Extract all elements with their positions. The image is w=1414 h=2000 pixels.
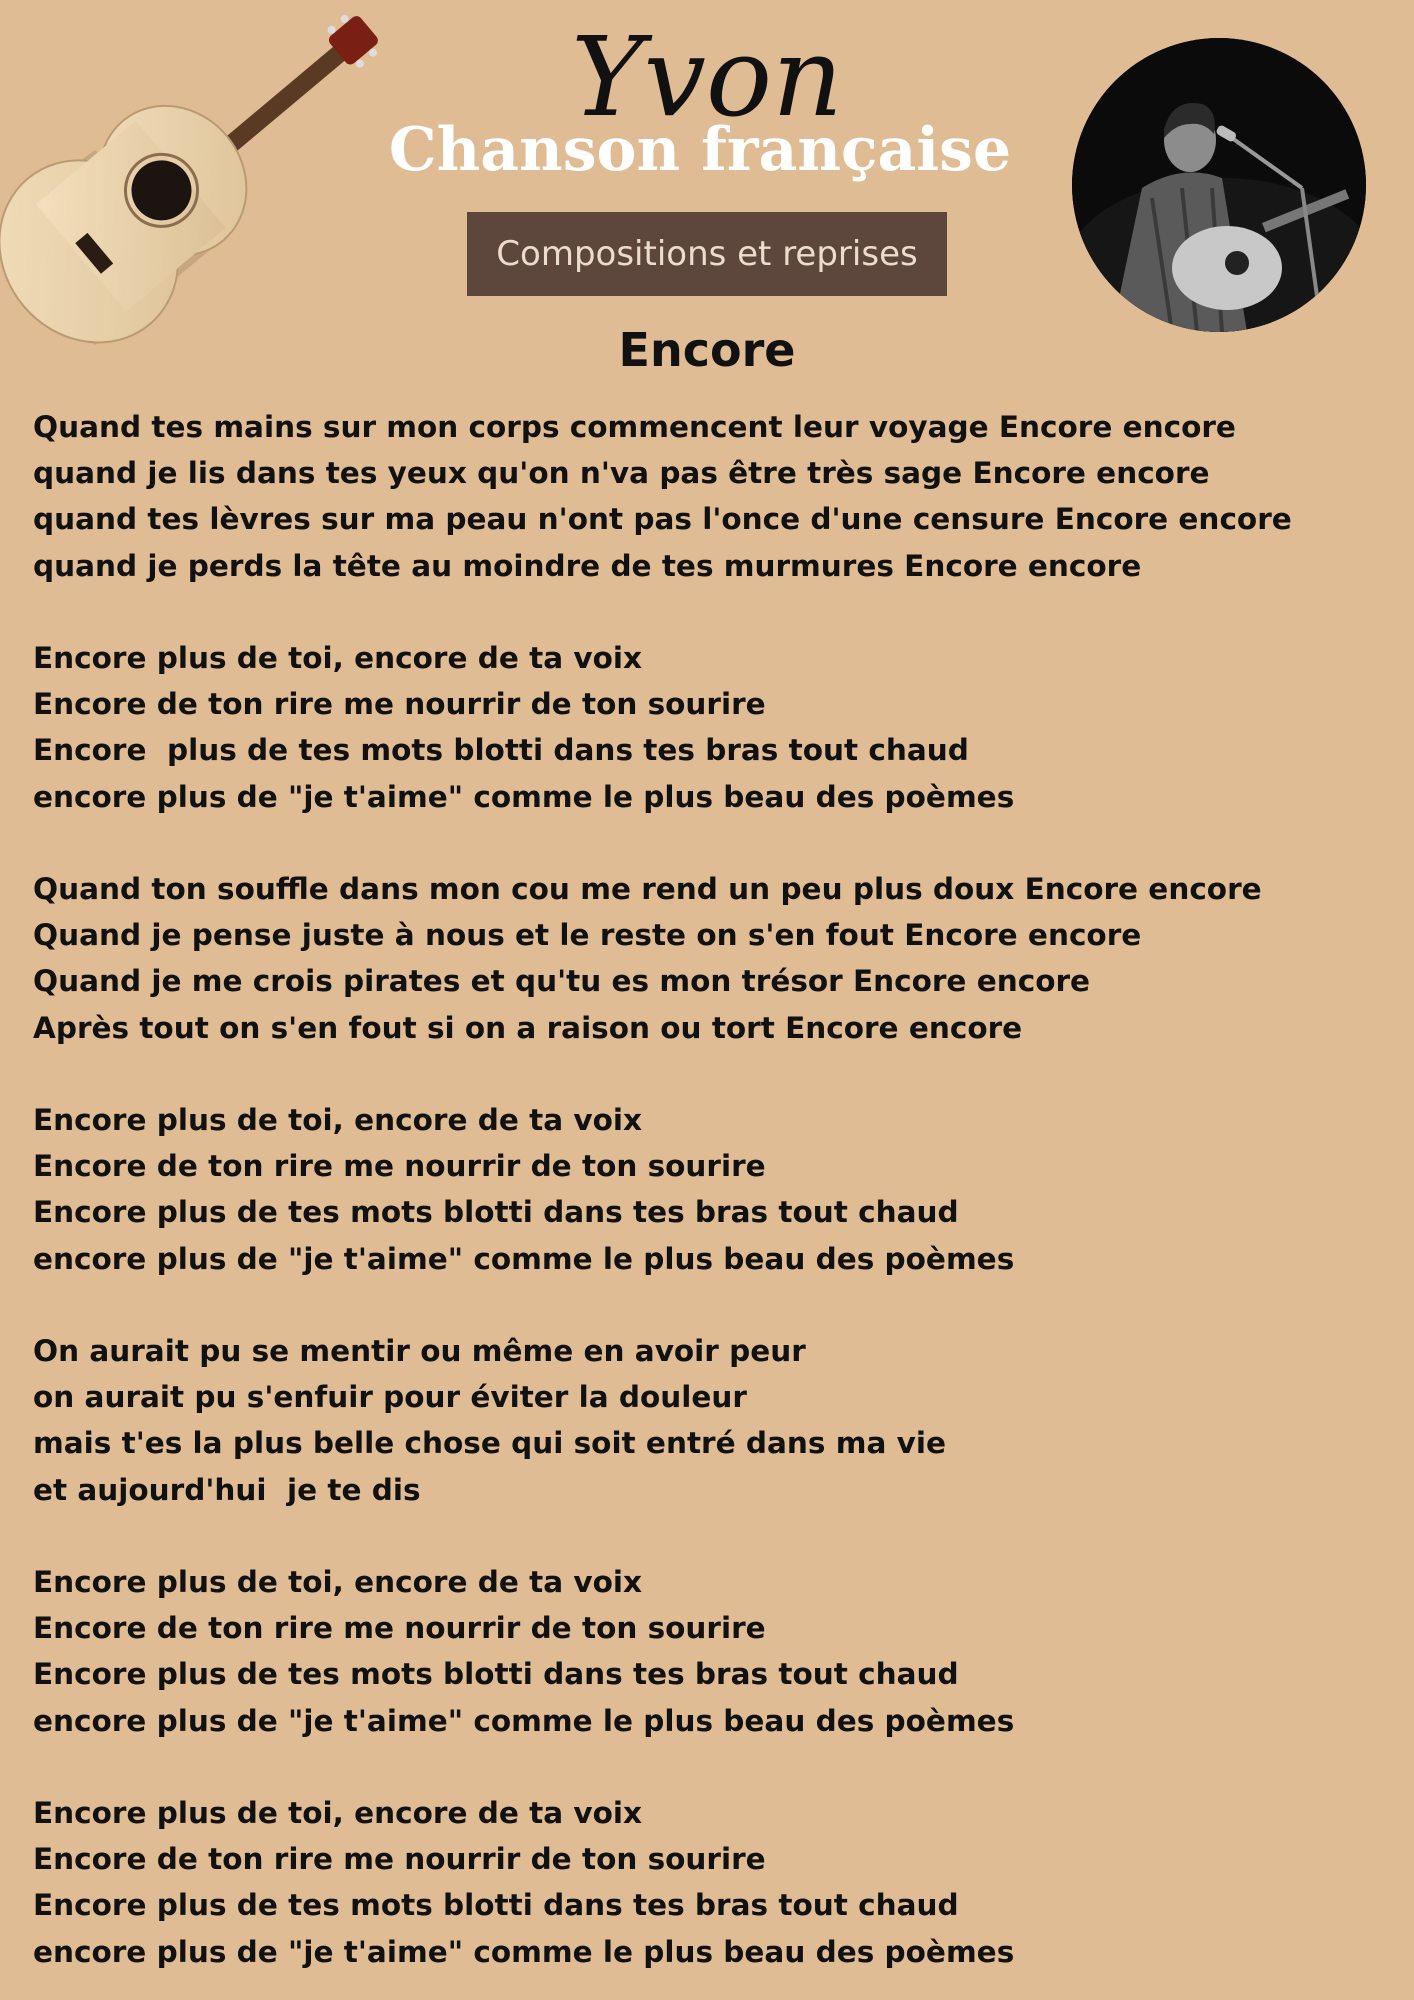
lyric-line: Encore de ton rire me nourrir de ton sourire <box>33 687 766 722</box>
brand-name: Yvon <box>571 13 843 141</box>
lyric-line: encore plus de "je t'aime" comme le plus beau des poèmes <box>33 1241 1015 1276</box>
lyric-line: encore plus de "je t'aime" comme le plus beau des poèmes <box>33 1703 1015 1738</box>
lyric-line: Encore plus de tes mots blotti dans tes bras tout chaud <box>33 1888 959 1923</box>
lyric-line: on aurait pu s'enfuir pour éviter la douleur <box>33 1380 747 1415</box>
lyric-line: Après tout on s'en fout si on a raison ou tort Encore encore <box>33 1010 1023 1045</box>
lyric-line: et aujourd'hui je te dis <box>33 1472 421 1507</box>
lyric-line: quand tes lèvres sur ma peau n'ont pas l'once d'une censure Encore encore <box>33 502 1292 537</box>
lyric-line: Encore plus de toi, encore de ta voix <box>33 641 643 675</box>
tagline-badge: Compositions et reprises <box>467 212 947 296</box>
song-title: Encore <box>618 323 796 377</box>
lyric-line: quand je lis dans tes yeux qu'on n'va pas être très sage Encore encore <box>33 456 1210 491</box>
lyric-line: Encore de ton rire me nourrir de ton sourire <box>33 1842 766 1877</box>
lyric-line: Encore plus de toi, encore de ta voix <box>33 1103 643 1137</box>
lyrics <box>33 404 1403 1975</box>
lyric-line: Encore plus de tes mots blotti dans tes bras tout chaud <box>33 1657 959 1692</box>
lyric-line: Encore plus de tes mots blotti dans tes bras tout chaud <box>33 1195 959 1230</box>
lyric-line: quand je perds la tête au moindre de tes murmures Encore encore <box>33 548 1142 583</box>
stanza <box>33 635 1403 820</box>
lyric-line: encore plus de "je t'aime" comme le plus beau des poèmes <box>33 779 1015 814</box>
lyric-line: Encore plus de toi, encore de ta voix <box>33 1796 643 1830</box>
stanza <box>33 404 1403 589</box>
lyric-line: On aurait pu se mentir ou même en avoir peur <box>33 1334 806 1368</box>
lyric-line: encore plus de "je t'aime" comme le plus beau des poèmes <box>33 1934 1015 1969</box>
lyric-line: Encore plus de tes mots blotti dans tes bras tout chaud <box>33 733 969 768</box>
subtitle: Chanson française <box>388 115 1012 185</box>
lyric-line: Encore de ton rire me nourrir de ton sourire <box>33 1149 766 1184</box>
lyric-line: Quand je me crois pirates et qu'tu es mon trésor Encore encore <box>33 964 1091 999</box>
stanza <box>33 866 1403 1051</box>
stanza <box>33 1328 1403 1513</box>
lyric-line: Quand je pense juste à nous et le reste on s'en fout Encore encore <box>33 918 1142 953</box>
stanza <box>33 1559 1403 1744</box>
lyric-line: mais t'es la plus belle chose qui soit entré dans ma vie <box>33 1426 946 1461</box>
stanza <box>33 1097 1403 1282</box>
lyric-line: Encore de ton rire me nourrir de ton sourire <box>33 1611 766 1646</box>
stanza <box>33 1790 1403 1975</box>
lyric-line: Quand tes mains sur mon corps commencent leur voyage Encore encore <box>33 410 1236 444</box>
lyric-line: Quand ton souffle dans mon cou me rend un peu plus doux Encore encore <box>33 872 1262 906</box>
lyric-line: Encore plus de toi, encore de ta voix <box>33 1565 643 1599</box>
